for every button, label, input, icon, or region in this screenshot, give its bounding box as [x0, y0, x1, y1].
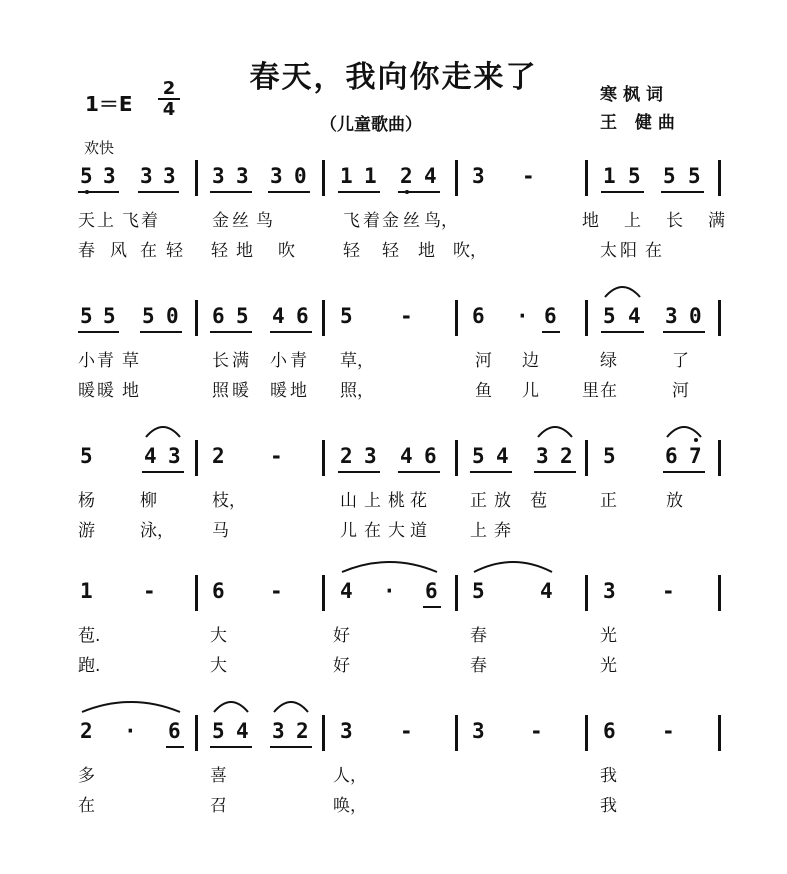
- note: 4: [272, 304, 285, 328]
- lyric-char: 在: [645, 241, 662, 261]
- lyric-char: 照: [212, 381, 229, 401]
- note: -: [270, 444, 283, 468]
- time-signature-top: 2: [162, 78, 176, 99]
- slur: [146, 427, 180, 437]
- lyric-char: 正: [600, 491, 617, 511]
- note: 5: [80, 444, 93, 468]
- lyric-char: 轻: [343, 241, 360, 261]
- lyric-char: 放: [494, 491, 511, 511]
- lyric-char: 吹: [278, 241, 295, 261]
- lyric-char: 唤，: [333, 796, 367, 816]
- slur: [274, 702, 308, 712]
- note: 6: [425, 579, 438, 603]
- note: 7: [689, 444, 702, 468]
- lyric-char: 跑.: [78, 656, 101, 676]
- lyric-char: 了: [672, 351, 689, 371]
- note: 2: [340, 444, 353, 468]
- note: 4: [540, 579, 553, 603]
- lyric-char: 喜: [210, 766, 227, 786]
- lyric-char: 飞: [122, 211, 139, 231]
- note: -: [270, 579, 283, 603]
- lyric-char: 小: [270, 351, 287, 371]
- lyric-char: 丝: [403, 211, 420, 231]
- lyric-char: 鸟: [256, 211, 273, 231]
- tempo-marking: 欢快: [84, 139, 115, 157]
- lyric-char: 枝，: [212, 491, 246, 511]
- lyric-char: 上: [470, 521, 487, 541]
- note: 2: [560, 444, 573, 468]
- lyric-char: 地: [582, 211, 599, 231]
- lyric-char: 游: [78, 521, 95, 541]
- note: 5: [628, 164, 641, 188]
- lyric-char: 长: [666, 211, 683, 231]
- lyric-char: 召: [210, 796, 227, 816]
- note: 6: [212, 304, 225, 328]
- note: 3: [163, 164, 176, 188]
- lyric-char: 地: [290, 381, 307, 401]
- slur: [82, 702, 180, 712]
- note: 6: [472, 304, 485, 328]
- lyric-char: 上: [97, 211, 114, 231]
- note: -: [143, 579, 156, 603]
- note: -: [400, 719, 413, 743]
- lyric-char: 花: [410, 491, 427, 511]
- note: 6: [665, 444, 678, 468]
- note: 5: [103, 304, 116, 328]
- note: 3: [665, 304, 678, 328]
- lyric-char: 河: [475, 351, 492, 371]
- note: 3: [270, 164, 283, 188]
- note: ·: [383, 579, 396, 603]
- note: 5: [472, 444, 485, 468]
- lyric-char: 苞.: [78, 626, 101, 646]
- lyric-char: 马: [212, 521, 229, 541]
- lyric-char: 满: [232, 351, 249, 371]
- note: 3: [212, 164, 225, 188]
- song-subtitle: （儿童歌曲）: [320, 115, 422, 135]
- note: 5: [603, 304, 616, 328]
- lyric-char: 小: [78, 351, 95, 371]
- note: 6: [424, 444, 437, 468]
- lyric-char: 青: [290, 351, 307, 371]
- note: 5: [688, 164, 701, 188]
- lyric-char: 苞: [530, 491, 547, 511]
- lyric-char: 奔: [494, 521, 511, 541]
- lyric-char: 暖: [97, 381, 114, 401]
- lyric-char: 地: [418, 241, 435, 261]
- lyric-char: 绿: [600, 351, 617, 371]
- lyric-char: 照，: [340, 381, 374, 401]
- lyric-char: 光: [600, 656, 617, 676]
- lyric-char: 草: [122, 351, 139, 371]
- lyric-char: 放: [666, 491, 683, 511]
- lyric-char: 暖: [270, 381, 287, 401]
- slur: [605, 287, 640, 297]
- note: 6: [168, 719, 181, 743]
- composer-credit: 王 健曲: [600, 113, 681, 133]
- lyric-char: 河: [672, 381, 689, 401]
- note: -: [662, 579, 675, 603]
- slur: [342, 562, 437, 572]
- lyric-char: 大: [210, 656, 227, 676]
- lyric-char: 我: [600, 766, 617, 786]
- note: 5: [80, 164, 93, 188]
- lyric-char: 地: [236, 241, 253, 261]
- note: 3: [536, 444, 549, 468]
- lyric-char: 泳，: [140, 521, 174, 541]
- lyric-char: 暖: [232, 381, 249, 401]
- lyric-char: 鸟，: [424, 211, 458, 231]
- note: 3: [364, 444, 377, 468]
- note: 5: [603, 444, 616, 468]
- lyric-char: 青: [97, 351, 114, 371]
- lyric-char: 光: [600, 626, 617, 646]
- lyric-char: 山: [340, 491, 357, 511]
- note: ·: [124, 719, 137, 743]
- lyric-char: 正: [470, 491, 487, 511]
- slur: [667, 427, 701, 437]
- note: -: [400, 304, 413, 328]
- note: 5: [472, 579, 485, 603]
- lyric-char: 草，: [340, 351, 374, 371]
- note: 5: [80, 304, 93, 328]
- note: 4: [424, 164, 437, 188]
- lyricist-credit: 寒枫词: [600, 85, 669, 105]
- note: 2: [400, 164, 413, 188]
- lyric-char: 轻: [382, 241, 399, 261]
- note: 5: [236, 304, 249, 328]
- note: 0: [294, 164, 307, 188]
- lyric-char: 道: [410, 521, 427, 541]
- note: 1: [364, 164, 377, 188]
- note: 3: [472, 164, 485, 188]
- note: 4: [628, 304, 641, 328]
- lyric-char: 飞: [343, 211, 360, 231]
- lyric-char: 金: [382, 211, 399, 231]
- lyric-char: 着: [363, 211, 380, 231]
- lyric-char: 好: [333, 656, 350, 676]
- lyric-char: 着: [141, 211, 158, 231]
- lyric-char: 春: [470, 626, 487, 646]
- lyric-char: 柳: [140, 491, 157, 511]
- time-signature-bottom: 4: [162, 99, 176, 120]
- lyric-char: 里: [582, 381, 599, 401]
- lyric-char: 边: [522, 351, 539, 371]
- lyric-char: 金: [212, 211, 229, 231]
- note: 1: [603, 164, 616, 188]
- lyric-char: 儿: [340, 521, 357, 541]
- lyric-char: 吹，: [453, 241, 487, 261]
- lyric-char: 太: [600, 241, 617, 261]
- slur: [214, 702, 248, 712]
- note: 3: [168, 444, 181, 468]
- slur: [474, 562, 552, 572]
- note: 3: [272, 719, 285, 743]
- lyric-char: 大: [210, 626, 227, 646]
- note: 3: [236, 164, 249, 188]
- note: 3: [603, 579, 616, 603]
- note: 5: [663, 164, 676, 188]
- lyric-char: 暖: [78, 381, 95, 401]
- note: 4: [144, 444, 157, 468]
- note: ·: [516, 304, 529, 328]
- note: 2: [80, 719, 93, 743]
- note: 4: [340, 579, 353, 603]
- note: 3: [103, 164, 116, 188]
- note: 2: [212, 444, 225, 468]
- lyric-char: 上: [624, 211, 641, 231]
- lyric-char: 大: [388, 521, 405, 541]
- lyric-char: 风: [110, 241, 127, 261]
- note: 3: [472, 719, 485, 743]
- slur: [538, 427, 572, 437]
- lyric-char: 春: [470, 656, 487, 676]
- key-signature: 1＝E: [85, 92, 133, 116]
- lyric-char: 好: [333, 626, 350, 646]
- lyric-char: 轻: [211, 241, 228, 261]
- note: 4: [496, 444, 509, 468]
- note: 0: [689, 304, 702, 328]
- note: -: [522, 164, 535, 188]
- lyric-char: 地: [122, 381, 139, 401]
- song-title: 春天，我向你走来了: [249, 60, 538, 95]
- note: 6: [603, 719, 616, 743]
- lyric-char: 杨: [78, 491, 95, 511]
- note: 1: [340, 164, 353, 188]
- lyric-char: 长: [212, 351, 229, 371]
- lyric-char: 阳: [620, 241, 637, 261]
- note: 4: [236, 719, 249, 743]
- lyric-char: 在: [140, 241, 157, 261]
- note: 4: [400, 444, 413, 468]
- note: 1: [80, 579, 93, 603]
- note: 6: [296, 304, 309, 328]
- lyric-char: 天: [78, 211, 95, 231]
- note: 3: [340, 719, 353, 743]
- note: 5: [340, 304, 353, 328]
- note: 2: [296, 719, 309, 743]
- lyric-char: 人，: [333, 766, 367, 786]
- note: 6: [212, 579, 225, 603]
- lyric-char: 丝: [232, 211, 249, 231]
- lyric-char: 轻: [166, 241, 183, 261]
- lyric-char: 我: [600, 796, 617, 816]
- note: 5: [212, 719, 225, 743]
- note: 0: [166, 304, 179, 328]
- note: 5: [142, 304, 155, 328]
- lyric-char: 桃: [388, 491, 405, 511]
- lyric-char: 在: [78, 796, 95, 816]
- lyric-char: 在: [600, 381, 617, 401]
- lyric-char: 春: [78, 241, 95, 261]
- lyric-char: 满: [708, 211, 725, 231]
- lyric-char: 鱼: [475, 381, 492, 401]
- note: -: [530, 719, 543, 743]
- lyric-char: 上: [364, 491, 381, 511]
- lyric-char: 多: [78, 766, 95, 786]
- lyric-char: 在: [364, 521, 381, 541]
- note: -: [662, 719, 675, 743]
- note: 6: [544, 304, 557, 328]
- note: 3: [140, 164, 153, 188]
- lyric-char: 儿: [522, 381, 539, 401]
